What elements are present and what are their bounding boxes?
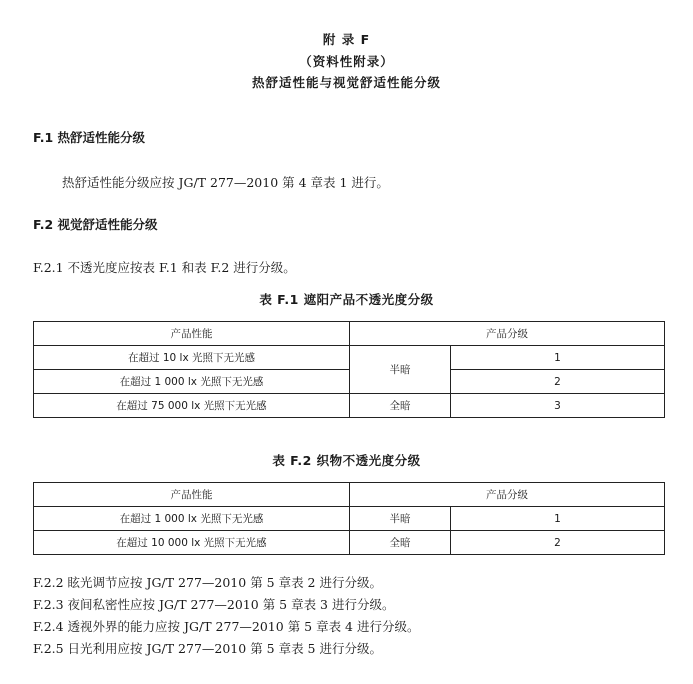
- section-f23-text: F.2.3 夜间私密性应按 JG/T 277—2010 第 5 章表 3 进行分级。: [33, 597, 395, 612]
- appendix-nature: （资料性附录）: [299, 54, 394, 69]
- section-f22-text: F.2.2 眩光调节应按 JG/T 277—2010 第 5 章表 2 进行分级。: [33, 575, 382, 590]
- table-cell: 在超过 75 000 lx 光照下无光感: [34, 394, 350, 418]
- table-cell: 全暗: [350, 394, 451, 418]
- table-f1-header-grade: 产品分级: [350, 322, 665, 346]
- table-cell: 2: [451, 370, 665, 394]
- table-f2-header-performance: 产品性能: [34, 483, 350, 507]
- table-cell: 3: [451, 394, 665, 418]
- table-f2-header-grade: 产品分级: [350, 483, 665, 507]
- table-f2-caption: 表 F.2 织物不透光度分级: [272, 453, 421, 468]
- table-cell: 在超过 10 lx 光照下无光感: [34, 346, 350, 370]
- table-cell: 1: [451, 346, 665, 370]
- table-row: [34, 346, 665, 370]
- table-cell: 在超过 1 000 lx 光照下无光感: [34, 507, 350, 531]
- appendix-label: 附 录 F: [322, 32, 371, 47]
- table-row: [34, 394, 665, 418]
- table-cell: 半暗: [350, 507, 451, 531]
- table-cell: 半暗: [350, 346, 451, 394]
- table-f1-header-performance: 产品性能: [34, 322, 350, 346]
- table-cell: 全暗: [350, 531, 451, 555]
- section-f25-text: F.2.5 日光利用应按 JG/T 277—2010 第 5 章表 5 进行分级。: [33, 641, 382, 656]
- table-row: [34, 531, 665, 555]
- table-f1-caption: 表 F.1 遮阳产品不透光度分级: [259, 292, 434, 307]
- table-row: [34, 370, 665, 394]
- table-f1: [33, 321, 665, 418]
- table-cell: 在超过 1 000 lx 光照下无光感: [34, 370, 350, 394]
- table-cell: 1: [451, 507, 665, 531]
- table-cell: 在超过 10 000 lx 光照下无光感: [34, 531, 350, 555]
- section-f1-heading: F.1 热舒适性能分级: [33, 130, 145, 145]
- table-row: [34, 507, 665, 531]
- table-f2: [33, 482, 665, 555]
- section-f2-heading: F.2 视觉舒适性能分级: [33, 217, 158, 232]
- section-f24-text: F.2.4 透视外界的能力应按 JG/T 277—2010 第 5 章表 4 进行分级。: [33, 619, 420, 634]
- section-f21-text: F.2.1 不透光度应按表 F.1 和表 F.2 进行分级。: [33, 260, 296, 275]
- appendix-title: 热舒适性能与视觉舒适性能分级: [251, 75, 441, 90]
- table-cell: 2: [451, 531, 665, 555]
- section-f1-text: 热舒适性能分级应按 JG/T 277—2010 第 4 章表 1 进行。: [62, 175, 389, 190]
